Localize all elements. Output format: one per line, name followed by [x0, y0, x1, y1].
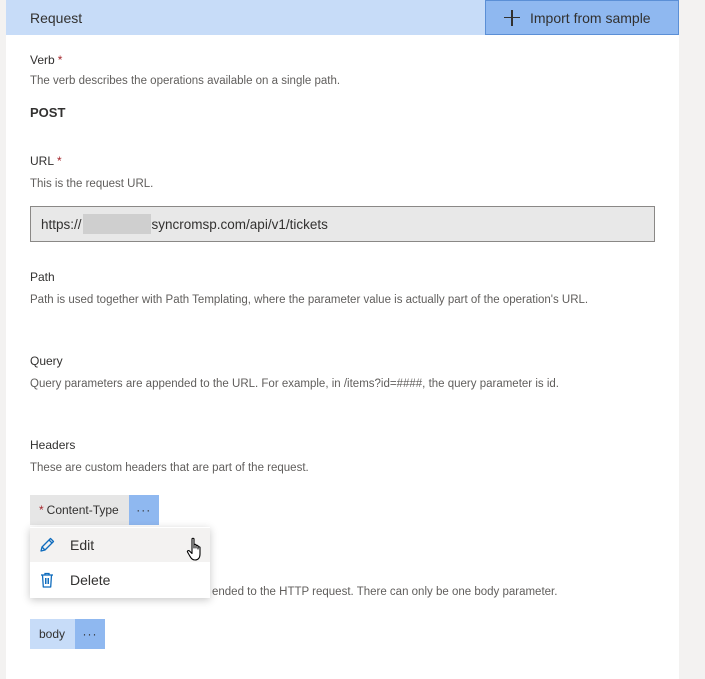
- required-mark: *: [57, 154, 62, 168]
- query-label: Query: [30, 354, 63, 368]
- import-from-sample-button[interactable]: [485, 0, 679, 35]
- body-description: ended to the HTTP request. There can only be one body parameter.: [212, 586, 558, 598]
- headers-label: Headers: [30, 438, 76, 452]
- url-description: This is the request URL.: [30, 178, 154, 190]
- menu-item-delete[interactable]: [30, 563, 210, 597]
- import-from-sample-label: Import from sample: [530, 9, 651, 26]
- verb-description: The verb describes the operations available on a single path.: [30, 75, 341, 87]
- pencil-icon: [38, 536, 56, 554]
- url-prefix: https://: [41, 216, 82, 232]
- context-menu: [30, 527, 210, 598]
- url-suffix: syncromsp.com/api/v1/tickets: [151, 216, 328, 232]
- body-more-button[interactable]: ···: [75, 619, 105, 649]
- plus-icon: [504, 10, 520, 26]
- verb-label: Verb *: [30, 53, 63, 67]
- trash-icon: [38, 571, 56, 589]
- menu-item-delete-label: Delete: [70, 572, 111, 588]
- path-label: Path: [30, 270, 55, 284]
- required-mark: *: [39, 503, 44, 517]
- hand-cursor-icon: [186, 537, 206, 563]
- query-description: Query parameters are appended to the URL. For example, in /items?id=####, the query parameter is id.: [30, 378, 559, 390]
- redacted-block: [83, 214, 151, 234]
- url-label: URL *: [30, 154, 62, 168]
- menu-item-edit[interactable]: [30, 528, 210, 562]
- content-type-chip-label: * Content-Type: [30, 495, 129, 525]
- headers-description: These are custom headers that are part of the request.: [30, 462, 309, 474]
- path-description: Path is used together with Path Templating, where the parameter value is actually part of the operation's URL.: [30, 294, 589, 306]
- verb-value: POST: [30, 105, 66, 120]
- body-chip-label: body: [30, 619, 75, 649]
- body-parameter-chip[interactable]: [30, 619, 105, 649]
- content-type-header-chip[interactable]: [30, 495, 159, 525]
- request-title: Request: [30, 10, 83, 26]
- required-mark: *: [57, 53, 63, 67]
- content-type-more-button[interactable]: ···: [129, 495, 159, 525]
- url-field[interactable]: [30, 206, 655, 242]
- menu-item-edit-label: Edit: [70, 537, 95, 553]
